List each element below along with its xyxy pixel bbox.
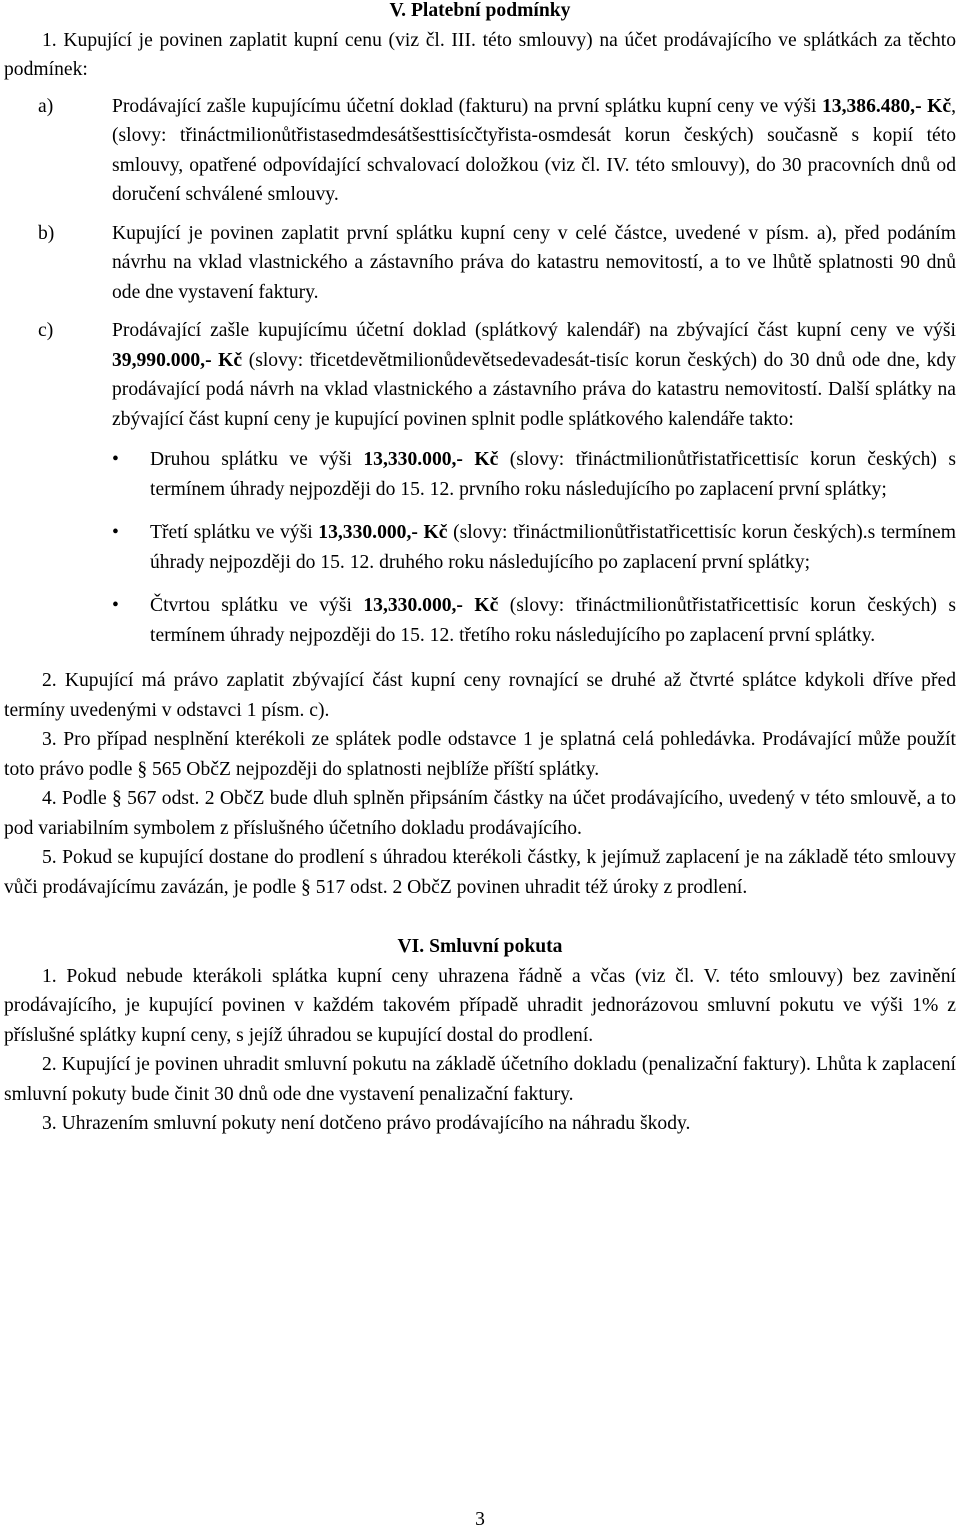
- list-item-b: [4, 219, 956, 308]
- bullet-dot-icon: •: [112, 449, 119, 470]
- bullet-item-2nd-installment: [4, 445, 956, 504]
- list-label-c: c): [38, 320, 54, 341]
- bullet-item-3rd-installment: [4, 518, 956, 577]
- bullet-amount: 13,330.000,- Kč: [363, 595, 499, 616]
- list-text-c-part1: Prodávající zašle kupujícímu účetní doklad (splátkový kalendář) na zbývající část kupní ceny ve výši: [112, 320, 956, 341]
- paragraph-5-5: 5. Pokud se kupující dostane do prodlení s úhradou kterékoli částky, k jejímuž zaplacení je na základě této smlouvy vůči prodávajícímu zavázán, je podle § 517 odst. 2 ObčZ povinen uhradit též úroky z prodlení.: [4, 847, 956, 898]
- bullet-amount: 13,330.000,- Kč: [318, 522, 448, 543]
- list-text-a-part1: Prodávající zašle kupujícímu účetní doklad (fakturu) na první splátku kupní ceny ve výši: [112, 95, 822, 117]
- list-text-b: Kupující je povinen zaplatit první splátku kupní ceny v celé částce, uvedené v písm. a), před podáním návrhu na vklad vlastnického a zástavního práva do katastru nemovitostí, a to ve lhůtě splatnosti 90 dnů ode dne vystavení faktury.: [112, 222, 956, 303]
- bullet-text-part1: Čtvrtou splátku ve výši: [150, 595, 364, 616]
- list-text-a-part2: , (slovy: třináctmilionůtřistasedmdesátšesttisícčtyřista-osmdesát korun českých) současně s kopií této smlouvy, opatřené odpovídající schvalovací doložkou (viz čl. IV. této smlouvy), do 30 pracovních dnů od doručení schválené smlouvy.: [112, 95, 956, 205]
- bullet-dot-icon: •: [112, 595, 119, 616]
- paragraph-5-3: 3. Pro případ nesplnění kterékoli ze splátek podle odstavce 1 je splatná celá pohledávka. Prodávající může použít toto právo podle § 565 ObčZ nejpozději do splatnosti nejblíže příští splátky.: [4, 729, 956, 780]
- page-number: 3: [475, 1509, 485, 1530]
- bullet-text-part1: Druhou splátku ve výši: [150, 449, 364, 470]
- bullet-text-part2: (slovy: třináctmilionůtřistatřicettisíc korun českých).s termínem úhrady nejpozději do 15. 12. druhého roku následujícího po zaplacení první splátky;: [150, 522, 956, 573]
- paragraph-6-2: 2. Kupující je povinen uhradit smluvní pokutu na základě účetního dokladu (penalizační faktury). Lhůta k zaplacení smluvní pokuty bude činit 30 dnů ode dne vystavení penalizační faktury.: [4, 1054, 956, 1105]
- list-label-b: b): [38, 222, 55, 244]
- bullet-dot-icon: •: [112, 522, 119, 543]
- section-title-smluvni-pokuta: VI. Smluvní pokuta: [397, 936, 563, 957]
- bullet-item-4th-installment: [4, 591, 956, 650]
- paragraph-5-4: 4. Podle § 567 odst. 2 ObčZ bude dluh splněn připsáním částky na účet prodávajícího, uvedený v této smlouvě, a to pod variabilním symbolem z příslušného účetního dokladu prodávajícího.: [4, 788, 956, 839]
- paragraph-6-3: 3. Uhrazením smluvní pokuty není dotčeno právo prodávajícího na náhradu škody.: [42, 1113, 691, 1134]
- amount-remaining: 39,990.000,- Kč: [112, 349, 243, 371]
- paragraph-5-1: 1. Kupující je povinen zaplatit kupní cenu (viz čl. III. této smlouvy) na účet prodávajícího ve splátkách za těchto podmínek:: [4, 29, 956, 80]
- bullet-amount: 13,330.000,- Kč: [363, 449, 499, 470]
- list-item-c: [4, 316, 956, 434]
- bullet-text-part2: (slovy: třináctmilionůtřistatřicettisíc korun českých) s termínem úhrady nejpozději do 15. 12. třetího roku následujícího po zaplacení první splátky.: [150, 595, 956, 646]
- bullet-text-part1: Třetí splátku ve výši: [150, 522, 319, 543]
- paragraph-5-2: 2. Kupující má právo zaplatit zbývající část kupní ceny rovnající se druhé až čtvrté splátce kdykoli dříve před termíny uvedenými v odstavci 1 písm. c).: [4, 670, 956, 721]
- list-text-c-part2: (slovy: třicetdevětmilionůdevětsedevadesát-tisíc korun českých) do 30 dnů ode dne, kdy prodávající podá návrh na vklad vlastnického a zástavního práva do katastru nemovitostí. Další splátky na zbývající část kupní ceny je kupující povinen splnit podle splátkového kalendáře takto:: [112, 349, 956, 430]
- amount-first-installment: 13,386.480,- Kč: [822, 95, 952, 117]
- list-item-a: [4, 92, 956, 210]
- bullet-text-part2: (slovy: třináctmilionůtřistatřicettisíc korun českých) s termínem úhrady nejpozději do 15. 12. prvního roku následujícího po zaplacení první splátky;: [150, 449, 956, 500]
- list-label-a: a): [38, 95, 54, 117]
- paragraph-6-1: 1. Pokud nebude kterákoli splátka kupní ceny uhrazena řádně a včas (viz čl. V. této smlouvy) bez zavinění prodávajícího, je kupující povinen v každém takovém případě uhradit jednorázovou smluvní pokutu ve výši 1% z příslušné splátky kupní ceny, s jejíž úhradou se kupující dostal do prodlení.: [4, 965, 956, 1046]
- section-title-platebni-podminky: V. Platební podmínky: [389, 0, 571, 21]
